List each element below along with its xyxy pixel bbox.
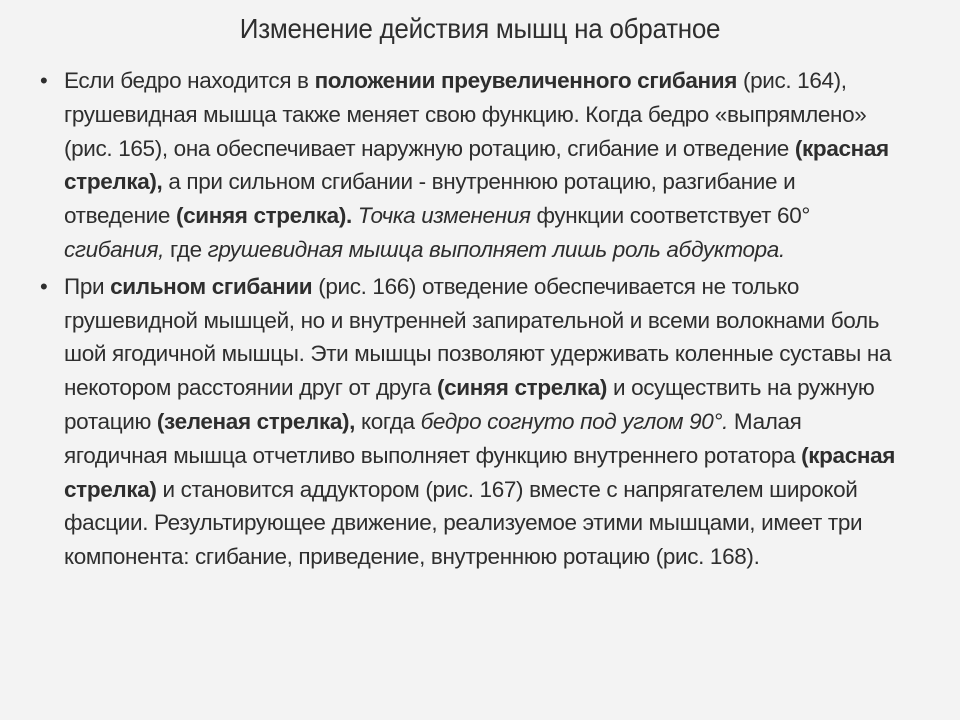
bullet-item-hyperflexion [40, 64, 900, 267]
bullet-list [40, 64, 900, 577]
blue-arrow-reference: (синяя стрелка) [437, 375, 608, 401]
green-arrow-reference: (зеленая стрелка), [156, 408, 356, 434]
text-segment: Малая ягодичная мышца отчетливо выполняет функцию внутреннего ротатора [64, 408, 802, 468]
bullet-dot-icon: • [40, 273, 48, 299]
red-arrow-reference: (красная стрелка), [64, 135, 889, 195]
text-segment: функции соответствует 60° [530, 203, 811, 229]
text-segment: Если бедро находится в [64, 68, 315, 93]
text-segment: и осуществить на ружную ротацию [64, 375, 875, 434]
text-segment: и становится аддуктором (рис. 167) вместе с напрягателем широкой фасции. Результирующее движение, реализуемое этими мышцами, имеет три компонента: сгибание, приведение, внутреннюю ротацию (рис. 168). [64, 476, 863, 570]
bold-term: сильном сгибании [110, 273, 313, 299]
italic-term: грушевидная мышца выполняет лишь роль абдуктора. [207, 236, 785, 262]
bullet-item-strong-flexion [40, 270, 900, 574]
text-segment: (рис. 166) отведение обеспечивается не только грушевидной мышцей, но и внутренней запирательной и всеми волокнами боль шой ягодичной мышцы. Эти мышцы позволяют удерживать коленные суставы на некотором расстоянии друг от друга [64, 273, 892, 401]
text-segment: а при сильном сгибании - внутреннюю ротацию, разгибание и отведение [64, 169, 796, 229]
bullet-dot-icon: • [40, 68, 48, 93]
text-segment: При [64, 273, 111, 299]
bold-term: положении преувеличенного сгибания [314, 68, 738, 93]
red-arrow-reference: (красная стрелка) [64, 442, 896, 502]
text-segment: где [164, 236, 208, 262]
blue-arrow-reference: (синяя стрелка). [175, 203, 352, 229]
text-segment: когда [355, 408, 421, 434]
italic-term: сгибания, [64, 236, 165, 262]
text-segment: (рис. 164), грушевидная мышца также меняет свою функцию. Когда бедро «выпрямлено» (рис. 165), она обеспечивает наружную ротацию, сгибание и отведение [64, 68, 867, 161]
italic-term: бедро согнуто под углом 90°. [420, 408, 729, 434]
italic-term: Точка изменения [357, 203, 531, 229]
slide-title: Изменение действия мышц на обратное [239, 13, 721, 44]
